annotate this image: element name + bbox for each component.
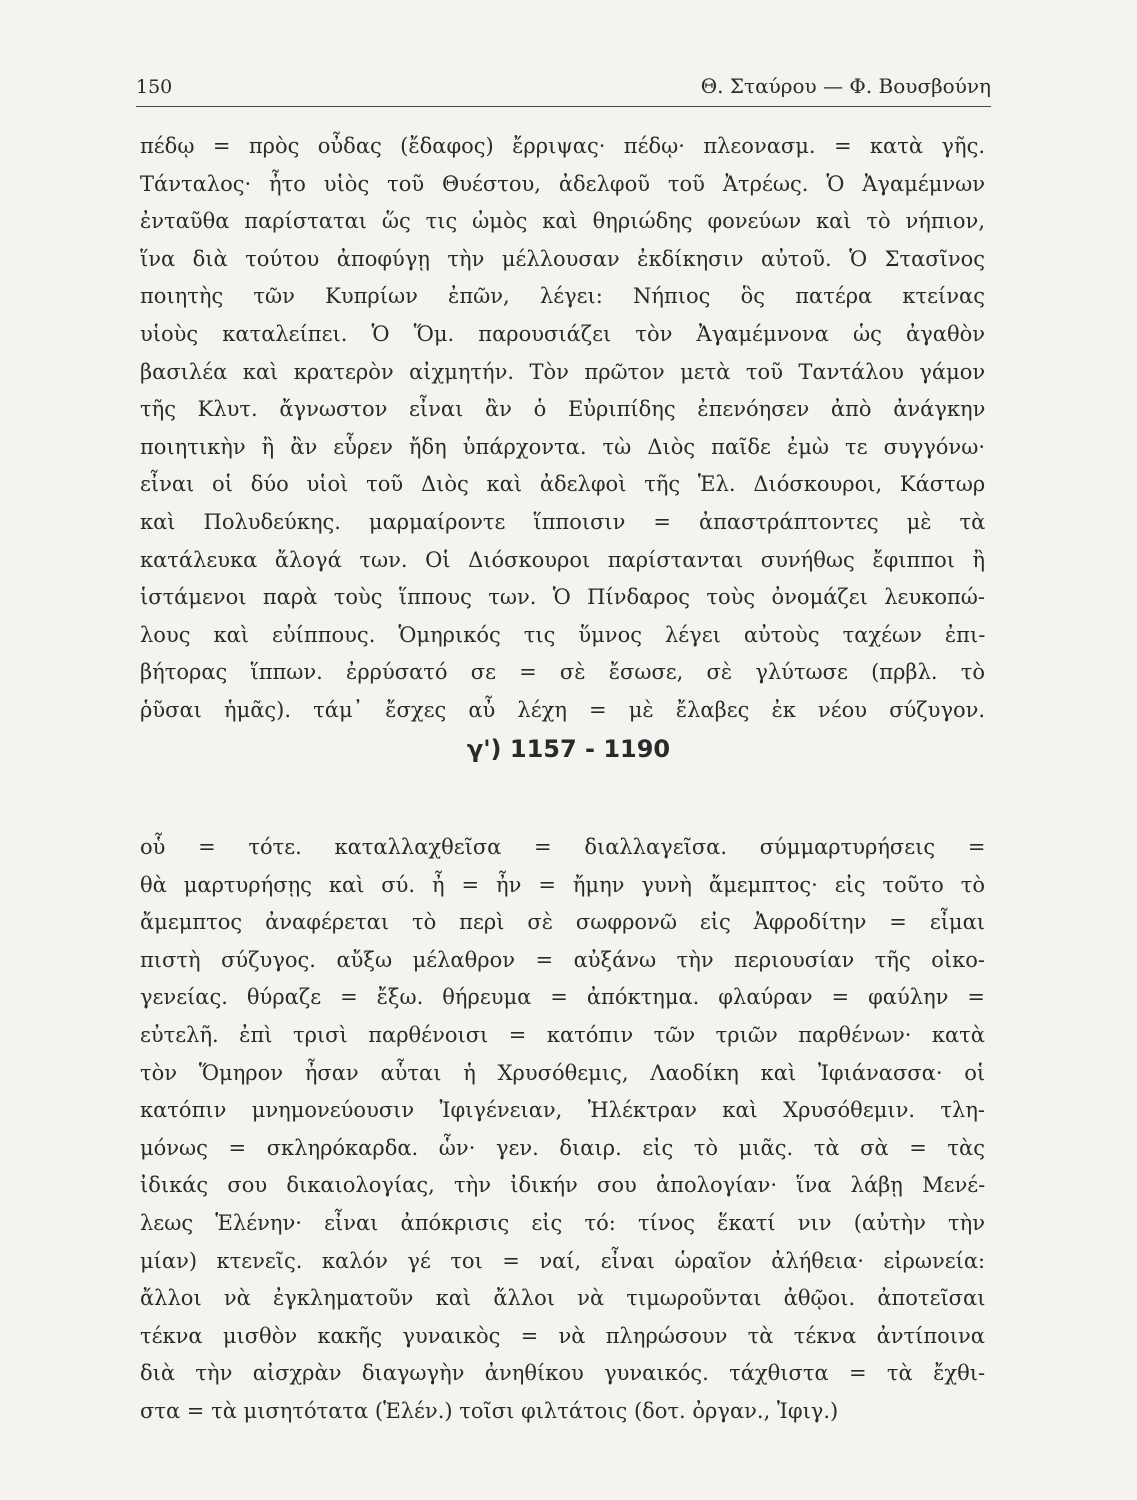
text-line: θὰ μαρτυρήσῃς καὶ σύ. ἦ = ἦν = ἤμην γυνὴ ἄμεμπτος· εἰς τοῦτο τὸ <box>140 872 985 897</box>
running-head: Θ. Σταύρου — Φ. Βουσβούνη <box>700 74 991 98</box>
text-line: πιστὴ σύζυγος. αὔξω μέλαθρον = αὐξάνω τὴν περιουσίαν τῆς οἰκο- <box>140 947 985 972</box>
text-line: μόνως = σκληρόκαρδα. ὧν· γεν. διαιρ. εἰς τὸ μιᾶς. τὰ σὰ = τὰς <box>140 1135 985 1160</box>
text-line: στα = τὰ μισητότατα (Ἑλέν.) τοῖσι φιλτάτοις (δοτ. ὀργαν., Ἰφιγ.) <box>140 1398 839 1423</box>
text-line: κατόπιν μνημονεύουσιν Ἰφιγένειαν, Ἠλέκτραν καὶ Χρυσόθεμιν. τλη- <box>140 1098 985 1123</box>
commentary-block-1 <box>140 128 985 730</box>
page-number: 150 <box>136 76 173 98</box>
text-line: ἄλλοι νὰ ἐγκληματοῦν καὶ ἄλλοι νὰ τιμωροῦνται ἀθῷοι. ἀποτεῖσαι <box>140 1286 985 1311</box>
text-line: κατάλευκα ἄλογά των. Οἱ Διόσκουροι παρίστανται συνήθως ἔφιπποι ἢ <box>140 547 985 572</box>
text-line: τέκνα μισθὸν κακῆς γυναικὸς = νὰ πληρώσουν τὰ τέκνα ἀντίποινα <box>140 1323 985 1348</box>
text-line: τὸν Ὅμηρον ἦσαν αὗται ἡ Χρυσόθεμις, Λαοδίκη καὶ Ἰφιάνασσα· οἱ <box>140 1060 985 1085</box>
text-line: βασιλέα καὶ κρατερὸν αἰχμητήν. Τὸν πρῶτον μετὰ τοῦ Ταντάλου γάμον <box>140 359 985 384</box>
text-line: ἵνα διὰ τούτου ἀποφύγῃ τὴν μέλλουσαν ἐκδίκησιν αὐτοῦ. Ὁ Στασῖνος <box>140 246 985 271</box>
text-line: εὐτελῆ. ἐπὶ τρισὶ παρθένοισι = κατόπιν τῶν τριῶν παρθένων· κατὰ <box>140 1022 985 1047</box>
text-line: εἶναι οἱ δύο υἱοὶ τοῦ Διὸς καὶ ἀδελφοὶ τῆς Ἑλ. Διόσκουροι, Κάστωρ <box>140 472 985 497</box>
text-line: υἱοὺς καταλείπει. Ὁ Ὅμ. παρουσιάζει τὸν Ἀγαμέμνονα ὡς ἀγαθὸν <box>140 321 985 346</box>
text-line: ἄμεμπτος ἀναφέρεται τὸ περὶ σὲ σωφρονῶ εἰς Ἀφροδίτην = εἶμαι <box>140 910 985 935</box>
text-line: διὰ τὴν αἰσχρὰν διαγωγὴν ἀνηθίκου γυναικός. τάχθιστα = τὰ ἔχθι- <box>140 1361 985 1386</box>
text-line: Τάνταλος· ἦτο υἱὸς τοῦ Θυέστου, ἀδελφοῦ τοῦ Ἀτρέως. Ὁ Ἀγαμέμνων <box>140 171 985 196</box>
text-line: ἐνταῦθα παρίσταται ὥς τις ὠμὸς καὶ θηριώδης φονεύων καὶ τὸ νήπιον, <box>140 209 985 234</box>
text-line: ῥῦσαι ἡμᾶς). τάμ᾽ ἔσχες αὖ λέχη = μὲ ἔλαβες ἐκ νέου σύζυγον. <box>140 697 985 722</box>
text-line: ποιητὴς τῶν Κυπρίων ἐπῶν, λέγει: Νήπιος ὃς πατέρα κτείνας <box>140 284 985 309</box>
text-line: καὶ Πολυδεύκης. μαρμαίροντε ἵπποισιν = ἀπαστράπτοντες μὲ τὰ <box>140 509 985 534</box>
text-line: βήτορας ἵππων. ἐρρύσατό σε = σὲ ἔσωσε, σὲ γλύτωσε (πρβλ. τὸ <box>140 660 985 685</box>
text-line: λεως Ἑλένην· εἶναι ἀπόκρισις εἰς τό: τίνος ἕκατί νιν (αὐτὴν τὴν <box>140 1210 985 1235</box>
text-line: λους καὶ εὐίππους. Ὁμηρικός τις ὕμνος λέγει αὐτοὺς ταχέων ἐπι- <box>140 622 985 647</box>
section-heading: γ') 1157 - 1190 <box>466 735 671 763</box>
text-line: οὗ = τότε. καταλλαχθεῖσα = διαλλαγεῖσα. σύμμαρτυρήσεις = <box>140 835 985 859</box>
text-line: ἰδικάς σου δικαιολογίας, τὴν ἰδικήν σου ἀπολογίαν· ἵνα λάβῃ Μενέ- <box>140 1173 985 1198</box>
text-line: ἱστάμενοι παρὰ τοὺς ἵππους των. Ὁ Πίνδαρος τοὺς ὀνομάζει λευκοπώ- <box>140 585 985 610</box>
text-line: τῆς Κλυτ. ἄγνωστον εἶναι ἂν ὁ Εὐριπίδης ἐπενόησεν ἀπὸ ἀνάγκην <box>140 397 985 422</box>
text-line: μίαν) κτενεῖς. καλόν γέ τοι = ναί, εἶναι ὡραῖον ἀλήθεια· εἰρωνεία: <box>140 1248 985 1273</box>
text-line: γενείας. θύραζε = ἔξω. θήρευμα = ἀπόκτημα. φλαύραν = φαύλην = <box>140 985 985 1010</box>
page-header <box>136 70 991 107</box>
text-line: ποιητικὴν ἢ ἂν εὗρεν ἤδη ὑπάρχοντα. τὼ Διὸς παῖδε ἐμὼ τε συγγόνω· <box>140 434 985 459</box>
text-line: πέδῳ = πρὸς οὖδας (ἔδαφος) ἔρριψας· πέδῳ· πλεονασμ. = κατὰ γῆς. <box>140 134 985 158</box>
commentary-block-2 <box>140 829 985 1431</box>
